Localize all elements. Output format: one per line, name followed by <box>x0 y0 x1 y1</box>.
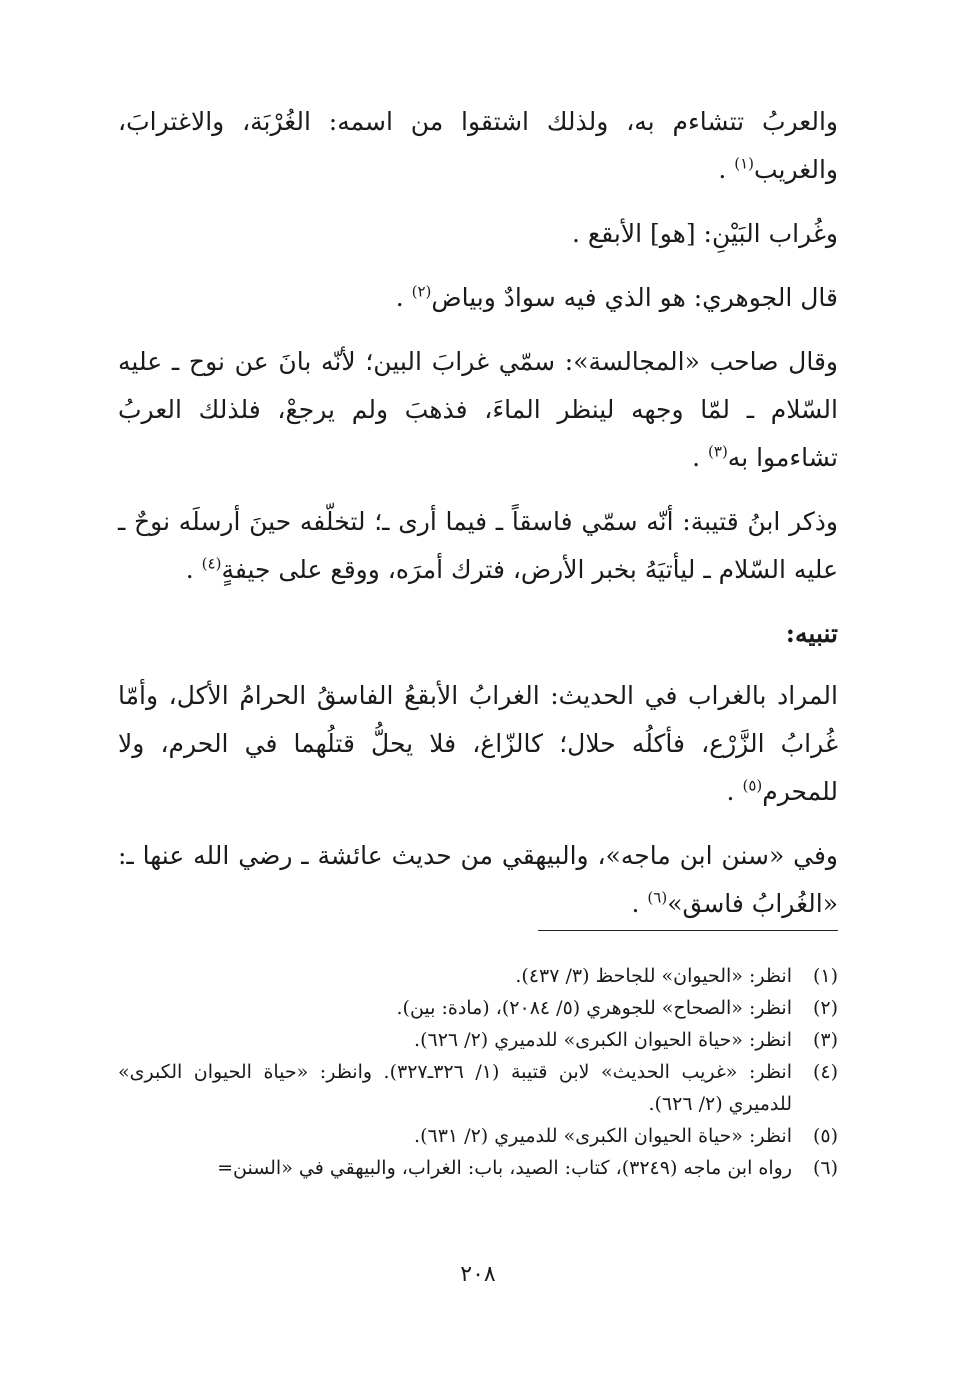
paragraph-7-text: وفي «سنن ابن ماجه»، والبيهقي من حديث عائشة ـ رضي الله عنها ـ: «الغُرابُ فاسق» <box>118 841 838 918</box>
paragraph-1 <box>118 98 838 194</box>
footnote-6 <box>118 1152 838 1184</box>
footnote-text: انظر: «غريب الحديث» لابن قتيبة (١/ ٣٢٦ـ٣٢٧). وانظر: «حياة الحيوان الكبرى» للدميري (٢/ ٦٢٦). <box>118 1061 792 1115</box>
paragraph-2-text: وغُراب البَيْنِ: [هو] الأبقع . <box>572 219 838 248</box>
footnote-number: (٥) <box>812 1125 838 1147</box>
paragraph-6 <box>118 672 838 816</box>
footnote-number: (٦) <box>812 1157 838 1179</box>
footnote-ref-2: (٢) <box>411 282 432 301</box>
footnote-number: (١) <box>812 965 838 987</box>
paragraph-3-text: قال الجوهري: هو الذي فيه سوادٌ وبياض <box>431 283 838 312</box>
footnote-text: رواه ابن ماجه (٣٢٤٩)، كتاب: الصيد، باب: الغراب، والبيهقي في «السنن= <box>217 1157 792 1179</box>
footnote-ref-6: (٦) <box>647 888 668 907</box>
footnote-text: انظر: «الحيوان» للجاحظ (٣/ ٤٣٧). <box>515 965 792 987</box>
paragraph-7-end: . <box>631 889 648 918</box>
footnote-1 <box>118 960 838 992</box>
page-number: ٢٠٨ <box>460 1262 496 1287</box>
paragraph-2 <box>118 210 838 258</box>
paragraph-7 <box>118 832 838 928</box>
footnote-divider <box>538 930 838 931</box>
paragraph-1-text: والعربُ تتشاءم به، ولذلك اشتقوا من اسمه: الغُرْبَة، والاغترابَ، والغريب <box>118 107 838 184</box>
paragraph-4-end: . <box>692 443 709 472</box>
footnote-number: (٣) <box>812 1029 838 1051</box>
paragraph-5-text: وذكر ابنُ قتيبة: أنّه سمّي فاسقاً ـ فيما أرى ـ؛ لتخلّفه حينَ أرسلَه نوحٌ ـ عليه السّلام ـ ليأتيَهُ بخبر الأرض، فترك أمرَه، ووقع على جيفةٍ <box>118 507 838 584</box>
paragraph-6-end: . <box>726 777 743 806</box>
footnote-text: انظر: «حياة الحيوان الكبرى» للدميري (٢/ ٦٢٦). <box>414 1029 792 1051</box>
footnotes <box>118 960 838 1184</box>
paragraph-3 <box>118 274 838 322</box>
footnote-text: انظر: «حياة الحيوان الكبرى» للدميري (٢/ ٦٣١). <box>414 1125 792 1147</box>
footnote-number: (٤) <box>812 1061 838 1083</box>
paragraph-6-text: المراد بالغراب في الحديث: الغرابُ الأبقعُ الفاسقُ الحرامُ الأكل، وأمّا غُرابُ الزَّرْع، فأكلُه حلال؛ كالزّاغ، فلا يحلُّ قتلُهما في الحرم، ولا للمحرم <box>118 681 838 806</box>
paragraph-4-text: وقال صاحب «المجالسة»: سمّي غرابَ البين؛ لأنّه بانَ عن نوح ـ عليه السّلام ـ لمّا وجهه لينظر الماءَ، فذهبَ ولم يرجعْ، فلذلك العربُ تشاءموا به <box>118 347 838 472</box>
footnote-4 <box>118 1056 838 1120</box>
footnote-number: (٢) <box>812 997 838 1019</box>
footnote-2 <box>118 992 838 1024</box>
paragraph-4 <box>118 338 838 482</box>
footnote-5 <box>118 1120 838 1152</box>
paragraph-1-end: . <box>718 155 735 184</box>
paragraph-3-end: . <box>395 283 412 312</box>
main-text <box>118 98 838 944</box>
footnote-ref-4: (٤) <box>201 554 222 573</box>
paragraph-5-end: . <box>185 555 202 584</box>
footnote-ref-1: (١) <box>734 154 754 173</box>
footnote-3 <box>118 1024 838 1056</box>
section-heading: تنبيه: <box>785 619 838 648</box>
paragraph-5 <box>118 498 838 594</box>
footnote-ref-5: (٥) <box>742 776 763 795</box>
footnote-ref-3: (٣) <box>708 442 728 461</box>
footnote-text: انظر: «الصحاح» للجوهري (٥/ ٢٠٨٤)، (مادة: بين). <box>396 997 792 1019</box>
